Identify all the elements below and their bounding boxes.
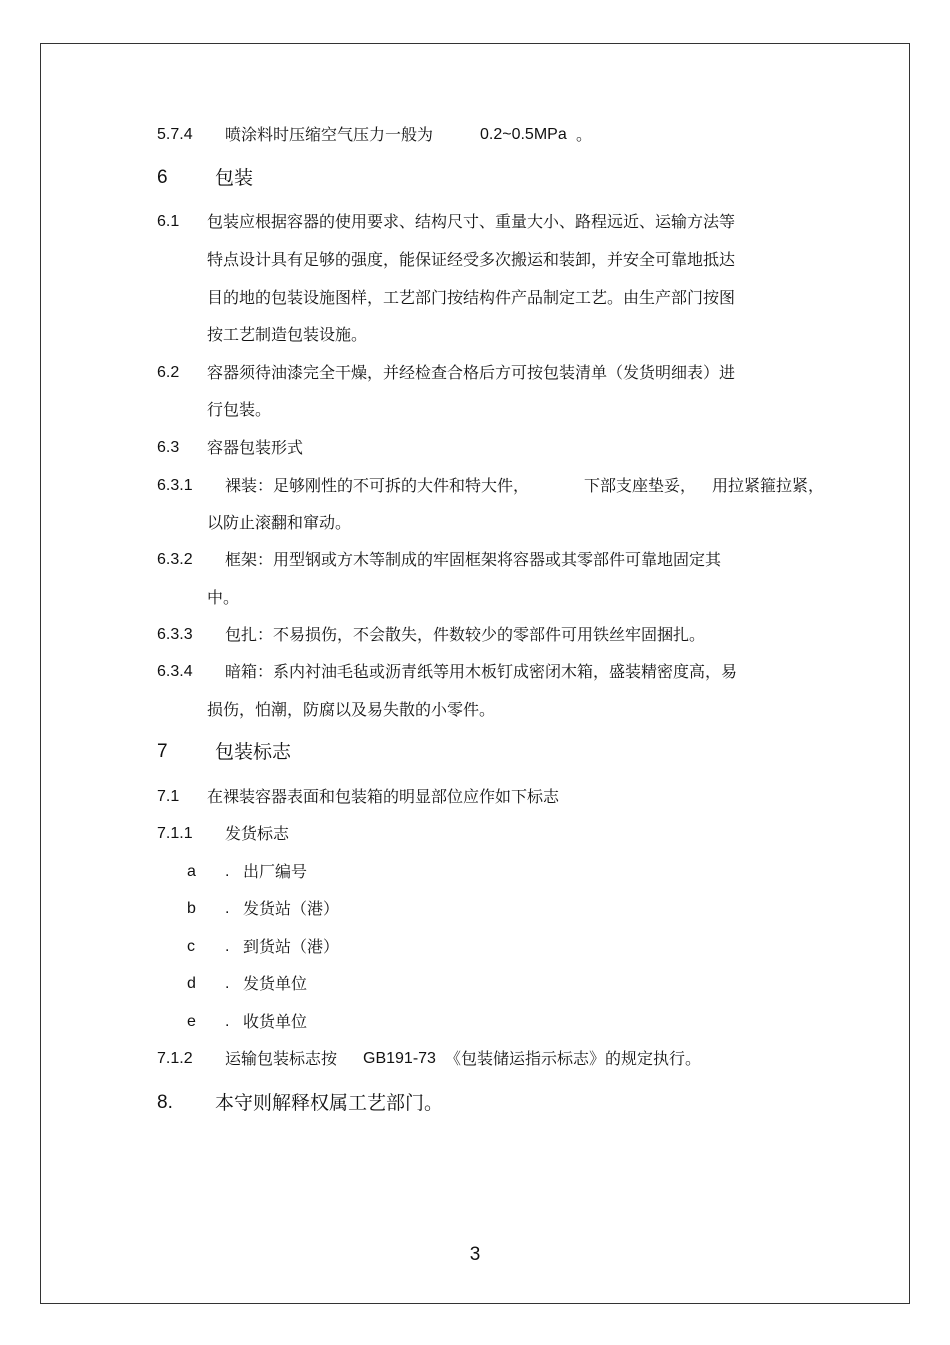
clause-number: 7.1.1 <box>157 825 193 842</box>
page-number: 3 <box>469 1244 481 1265</box>
section-number: 6 <box>157 167 168 188</box>
standard-code: GB191-73 <box>363 1050 436 1067</box>
list-dot: . <box>225 938 230 955</box>
clause-text-line: 包装应根据容器的使用要求、结构尺寸、重量大小、路程远近、运输方法等 <box>207 212 736 231</box>
clause-number: 5.7.4 <box>157 126 193 143</box>
list-dot: . <box>225 863 230 880</box>
clause-text: 暗箱：系内衬油毛毡或沥青纸等用木板钉成密闭木箱，盛装精密度高，易 <box>225 662 738 681</box>
section-title: 包装标志 <box>215 741 292 763</box>
clause-text: 发货标志 <box>225 824 290 843</box>
list-dot: . <box>225 1013 230 1030</box>
clause-text: 下部支座垫妥， <box>584 476 697 495</box>
clause-text: 在裸装容器表面和包装箱的明显部位应作如下标志 <box>207 787 560 806</box>
list-letter: d <box>187 975 196 992</box>
clause-text: 用拉紧箍拉紧， <box>712 476 825 495</box>
list-letter: e <box>187 1013 196 1030</box>
clause-number: 6.2 <box>157 364 180 381</box>
clause-number: 7.1 <box>157 788 180 805</box>
clause-number: 6.3.1 <box>157 477 193 494</box>
clause-text-line: 目的地的包装设施图样，工艺部门按结构件产品制定工艺。由生产部门按图 <box>207 288 736 307</box>
list-dot: . <box>225 975 230 992</box>
list-text: 发货站（港） <box>243 899 340 918</box>
list-text: 收货单位 <box>243 1012 308 1031</box>
clause-number: 6.3.2 <box>157 551 193 568</box>
section-number: 8. <box>157 1092 173 1113</box>
clause-text-line: 中。 <box>207 588 240 607</box>
clause-number: 7.1.2 <box>157 1050 193 1067</box>
clause-text-line: 按工艺制造包装设施。 <box>207 325 368 344</box>
clause-text-line: 以防止滚翻和窜动。 <box>207 513 352 532</box>
clause-text: 运输包装标志按 <box>225 1049 338 1068</box>
list-dot: . <box>225 900 230 917</box>
clause-text-line: 特点设计具有足够的强度，能保证经受多次搬运和装卸，并安全可靠地抵达 <box>207 250 736 269</box>
section-title: 本守则解释权属工艺部门。 <box>215 1092 444 1114</box>
list-text: 出厂编号 <box>243 862 308 881</box>
section-number: 7 <box>157 741 168 762</box>
clause-number: 6.3.3 <box>157 626 193 643</box>
clause-text-line: 行包装。 <box>207 400 272 419</box>
clause-number: 6.3 <box>157 439 180 456</box>
list-letter: a <box>187 863 196 880</box>
clause-text: 容器包装形式 <box>207 438 304 457</box>
clause-text: 裸装：足够刚性的不可拆的大件和特大件， <box>225 476 530 495</box>
clause-value: 0.2~0.5MPa <box>480 126 567 143</box>
list-text: 到货站（港） <box>243 937 340 956</box>
clause-text: 包扎：不易损伤，不会散失，件数较少的零部件可用铁丝牢固捆扎。 <box>225 625 706 644</box>
clause-text: 框架：用型钢或方木等制成的牢固框架将容器或其零部件可靠地固定其 <box>225 550 722 569</box>
clause-text-line: 容器须待油漆完全干燥，并经检查合格后方可按包装清单（发货明细表）进 <box>207 363 736 382</box>
list-letter: c <box>187 938 195 955</box>
section-title: 包装 <box>215 167 254 189</box>
clause-text: 喷涂料时压缩空气压力一般为 <box>225 125 434 144</box>
list-text: 发货单位 <box>243 974 308 993</box>
clause-number: 6.1 <box>157 213 180 230</box>
clause-number: 6.3.4 <box>157 663 193 680</box>
clause-punct: 。 <box>576 125 593 144</box>
clause-text: 《包装储运指示标志》的规定执行。 <box>445 1049 702 1068</box>
list-letter: b <box>187 900 196 917</box>
clause-text-line: 损伤，怕潮，防腐以及易失散的小零件。 <box>207 700 496 719</box>
